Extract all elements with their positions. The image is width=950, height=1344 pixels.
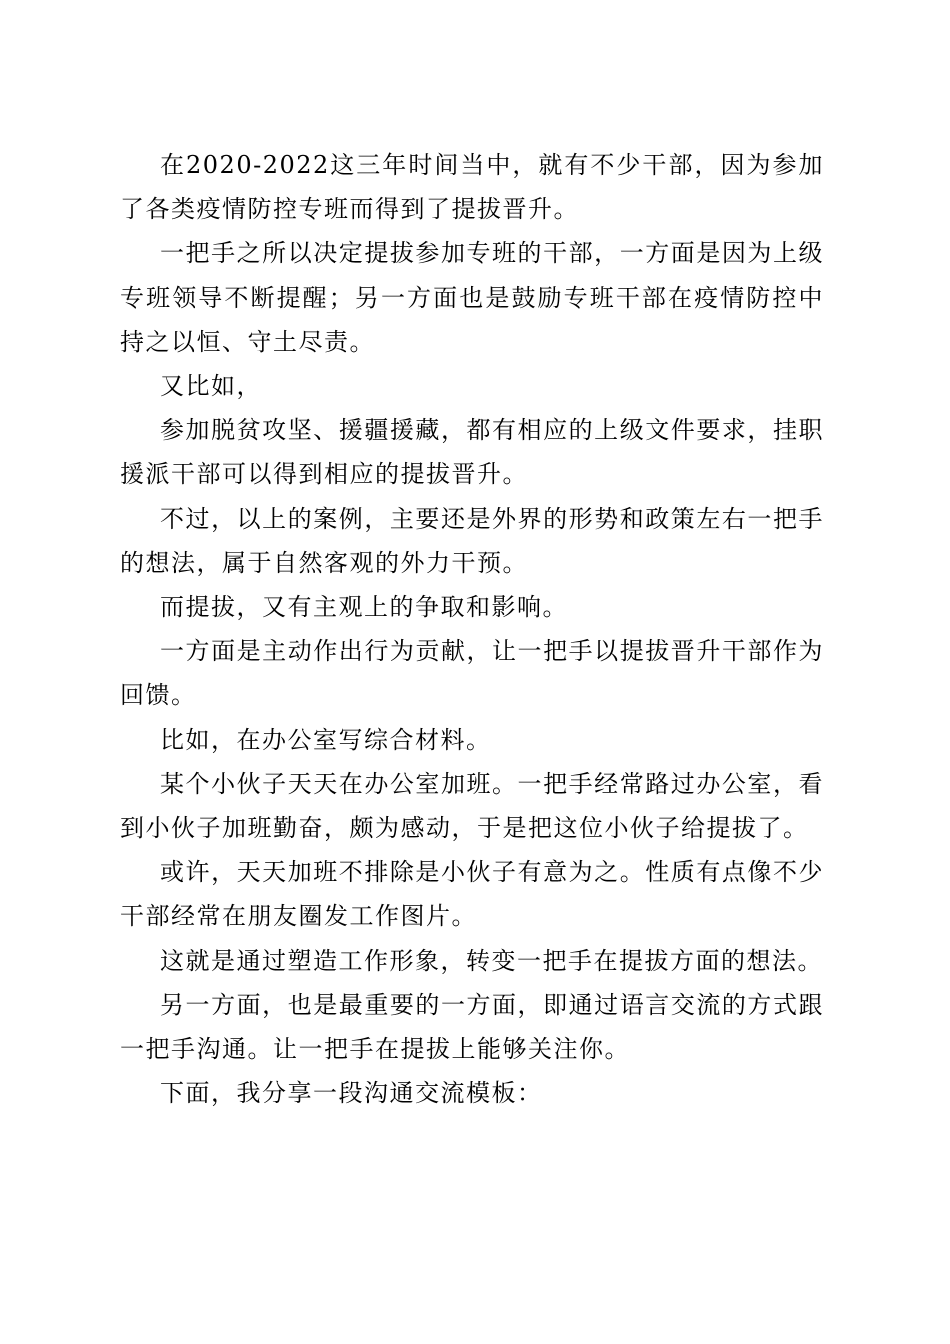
paragraph: 参加脱贫攻坚、援疆援藏，都有相应的上级文件要求，挂职援派干部可以得到相应的提拔晋升。 <box>120 416 824 489</box>
paragraph: 在2020-2022这三年时间当中，就有不少干部，因为参加了各类疫情防控专班而得到了提拔晋升。 <box>120 151 824 224</box>
paragraph: 这就是通过塑造工作形象，转变一把手在提拔方面的想法。 <box>160 946 823 975</box>
paragraph: 一方面是主动作出行为贡献，让一把手以提拔晋升干部作为回馈。 <box>120 637 824 710</box>
paragraph: 或许，天天加班不排除是小伙子有意为之。性质有点像不少干部经常在朋友圈发工作图片。 <box>120 858 824 931</box>
paragraph: 下面，我分享一段沟通交流模板： <box>160 1079 543 1108</box>
paragraph: 不过，以上的案例，主要还是外界的形势和政策左右一把手的想法，属于自然客观的外力干预。 <box>120 504 824 577</box>
paragraph: 一把手之所以决定提拔参加专班的干部，一方面是因为上级专班领导不断提醒；另一方面也是鼓励专班干部在疫情防控中持之以恒、守土尽责。 <box>120 239 824 356</box>
paragraph: 而提拔，又有主观上的争取和影响。 <box>160 593 568 622</box>
paragraph: 比如，在办公室写综合材料。 <box>160 725 492 754</box>
paragraph: 另一方面，也是最重要的一方面，即通过语言交流的方式跟一把手沟通。让一把手在提拔上能够关注你。 <box>120 990 824 1064</box>
document-body <box>120 143 824 1115</box>
paragraph: 又比如， <box>160 372 262 401</box>
paragraph: 某个小伙子天天在办公室加班。一把手经常路过办公室，看到小伙子加班勤奋，颇为感动，于是把这位小伙子给提拔了。 <box>120 769 824 843</box>
